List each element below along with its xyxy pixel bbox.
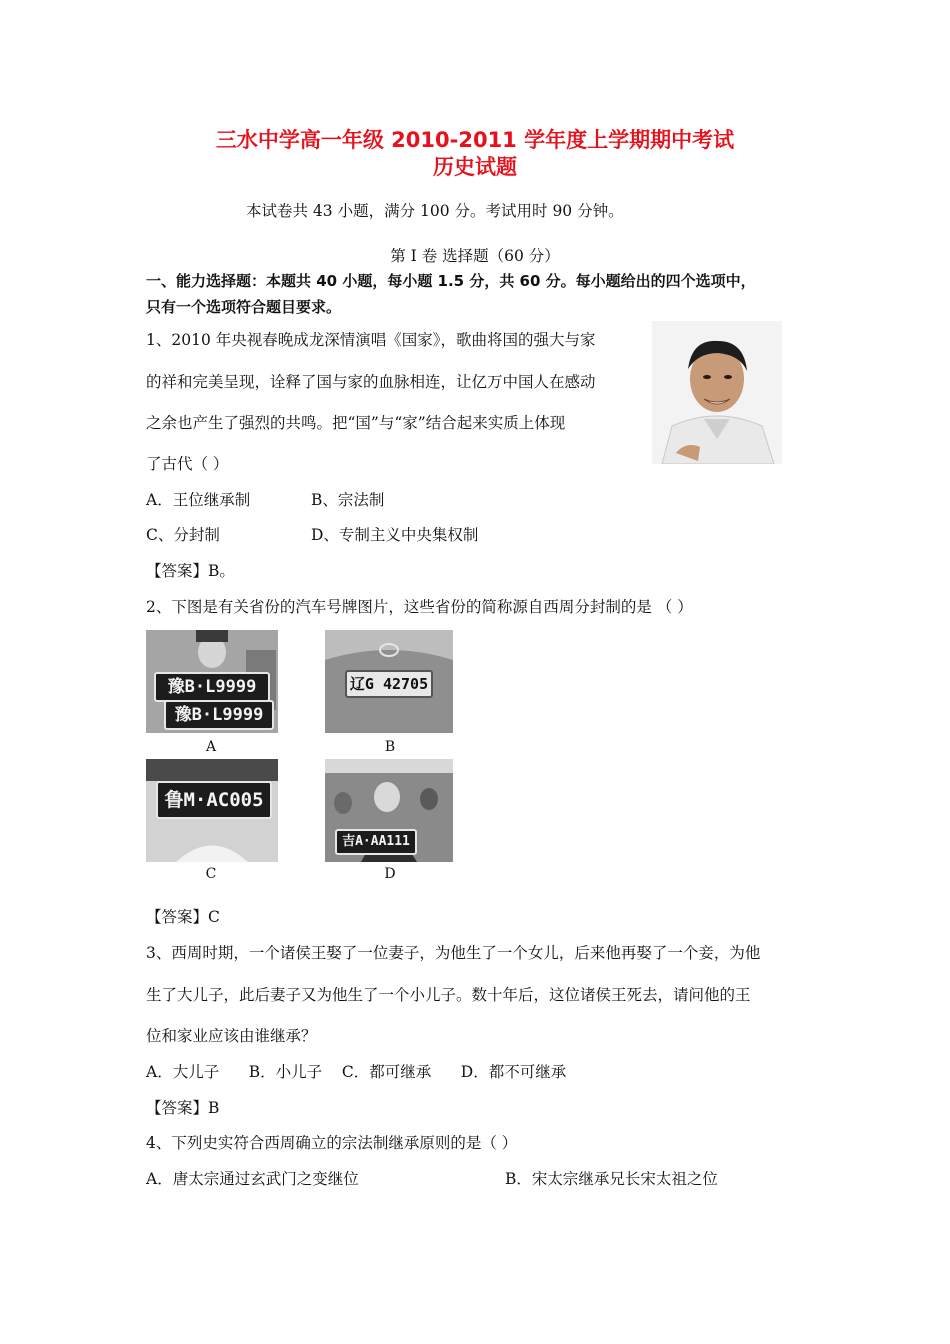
- q2-answer: 【答案】C: [146, 908, 220, 926]
- q4-stem: 4、下列史实符合西周确立的宗法制继承原则的是（ ）: [146, 1134, 518, 1152]
- q1-answer: 【答案】B。: [146, 562, 235, 580]
- exam-subtitle: 历史试题: [433, 155, 517, 179]
- q3-line3: 位和家业应该由谁继承？: [146, 1027, 317, 1045]
- section-instructions-line1: 一、能力选择题：本题共 40 小题，每小题 1.5 分，共 60 分。每小题给出的四个选项中，: [146, 272, 756, 290]
- q1-option-d: D、专制主义中央集权制: [311, 526, 479, 544]
- plate-b: 辽G 42705: [345, 670, 433, 698]
- plate-a-top: 豫B·L9999: [154, 672, 270, 702]
- q1-option-c: C、分封制: [146, 526, 220, 544]
- q1-line1: 1、2010 年央视春晚成龙深情演唱《国家》，歌曲将国的强大与家: [146, 331, 596, 349]
- section-instructions-line2: 只有一个选项符合题目要求。: [146, 298, 342, 316]
- q1-portrait-photo: [652, 321, 782, 464]
- plate-a-bottom: 豫B·L9999: [164, 700, 274, 730]
- q1-option-a: A．王位继承制: [146, 491, 251, 509]
- plate-d: 吉A·AA111: [335, 829, 417, 855]
- q3-line2: 生了大儿子，此后妻子又为他生了一个小儿子。数十年后，这位诸侯王死去，请问他的王: [146, 986, 751, 1004]
- plate-image-a: [146, 630, 278, 733]
- plate-caption-b: B: [384, 739, 396, 755]
- q1-line2: 的祥和完美呈现，诠释了国与家的血脉相连，让亿万中国人在感动: [146, 373, 596, 391]
- portrait-illustration: [652, 321, 782, 464]
- plate-caption-a: A: [205, 739, 217, 755]
- plate-image-d: [325, 759, 453, 862]
- q4-option-a: A．唐太宗通过玄武门之变继位: [146, 1170, 359, 1188]
- q1-option-b: B、宗法制: [311, 491, 385, 509]
- q2-stem: 2、下图是有关省份的汽车号牌图片，这些省份的简称源自西周分封制的是 （ ）: [146, 598, 693, 616]
- exam-title: 三水中学高一年级 2010-2011 学年度上学期期中考试: [215, 128, 735, 152]
- plate-caption-c: C: [205, 866, 217, 882]
- section-heading: 第 I 卷 选择题（60 分）: [390, 247, 560, 265]
- exam-intro: 本试卷共 43 小题，满分 100 分。考试用时 90 分钟。: [246, 202, 624, 220]
- q1-line3: 之余也产生了强烈的共鸣。把“国”与“家”结合起来实质上体现: [146, 414, 566, 432]
- q4-option-b: B．宋太宗继承兄长宋太祖之位: [505, 1170, 718, 1188]
- plate-image-b: [325, 630, 453, 733]
- plate-caption-d: D: [384, 866, 396, 882]
- q1-line4: 了古代（ ）: [146, 455, 229, 473]
- q3-answer: 【答案】B: [146, 1099, 220, 1117]
- plate-c: 鲁M·AC005: [156, 781, 272, 819]
- q3-line1: 3、西周时期，一个诸侯王娶了一位妻子，为他生了一个女儿，后来他再娶了一个妾，为他: [146, 944, 761, 962]
- q3-options: A．大儿子 B．小儿子 C．都可继承 D．都不可继承: [146, 1063, 567, 1081]
- plate-image-c: [146, 759, 278, 862]
